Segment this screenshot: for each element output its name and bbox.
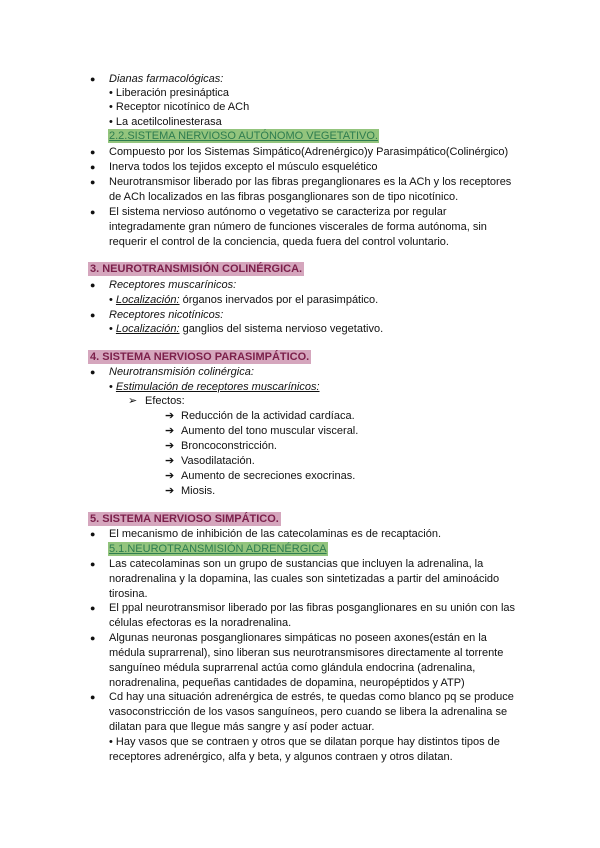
list-item-cont: • Hay vasos que se contraen y otros que se dilatan porque hay distintos tipos de: [109, 736, 500, 748]
bullet: ●: [90, 559, 96, 569]
bullet: ●: [90, 603, 96, 613]
section-heading: 3. NEUROTRANSMISIÓN COLINÉRGICA.: [90, 263, 303, 275]
arrow-icon: ➔: [165, 440, 175, 452]
bullet: ●: [90, 633, 96, 643]
list-item: • Localización: órganos inervados por el parasimpático.: [109, 294, 379, 306]
list-item: • Receptor nicotínico de ACh: [109, 101, 250, 113]
list-item: El ppal neurotransmisor liberado por las fibras posganglionares en su unión con las: [109, 602, 516, 614]
bullet: ●: [90, 367, 96, 377]
list-item-cont: sanguíneo médula suprarrenal actúa como glándula endocrina (adrenalina,: [109, 662, 476, 674]
list-item: • Estimulación de receptores muscarínicos:: [109, 381, 320, 393]
effect-item: Aumento de secreciones exocrinas.: [181, 470, 356, 482]
list-item: Cd hay una situación adrenérgica de estrés, te quedas como blanco pq se produce: [109, 691, 514, 703]
bullet: ●: [90, 162, 96, 172]
list-item-cont: vasoconstricción de los vasos sanguíneos, pero cuando se libera la adrenalina se: [109, 706, 508, 718]
list-title: Receptores muscarínicos:: [109, 279, 237, 291]
list-item-cont: integradamente gran número de funciones viscerales de forma autónoma, sin: [109, 221, 487, 233]
list-item-cont: dilatan para que llegue más sangre y así poder actuar.: [109, 721, 375, 733]
list-title: Dianas farmacológicas:: [109, 73, 224, 85]
effect-item: Reducción de la actividad cardíaca.: [181, 410, 355, 422]
effect-item: Miosis.: [181, 485, 216, 497]
list-item: Neurotransmisor liberado por las fibras preganglionares es la ACh y los receptores: [109, 176, 512, 188]
bullet: ●: [90, 280, 96, 290]
list-item-cont: de ACh localizados en las fibras posganglionares son de tipo nicotínico.: [109, 191, 459, 203]
bullet: ●: [90, 310, 96, 320]
list-item: Compuesto por los Sistemas Simpático(Adrenérgico)y Parasimpático(Colinérgico): [109, 146, 509, 158]
list-item-cont: receptores adrenérgico, alfa y beta, y algunos contraen y otros dilatan.: [109, 751, 453, 763]
list-item-cont: noradrenalina y la dopamina, las cuales son sintetizadas a partir del aminoácido: [109, 573, 500, 585]
subsection-heading: 2.2.SISTEMA NERVIOSO AUTÓNOMO VEGETATIVO.: [109, 130, 378, 142]
bullet: ●: [90, 207, 96, 217]
list-item: Inerva todos los tejidos excepto el músculo esquelético: [109, 161, 378, 173]
list-item: • Localización: ganglios del sistema nervioso vegetativo.: [109, 323, 384, 335]
list-item: El mecanismo de inhibición de las catecolaminas es de recaptación.: [109, 528, 442, 540]
list-item-cont: médula suprarrenal), sino liberan sus neurotransmisores directamente al torrente: [109, 647, 504, 659]
arrow-icon: ➔: [165, 485, 175, 497]
bullet: ●: [90, 147, 96, 157]
marker-icon: ➢: [128, 395, 138, 407]
effect-item: Vasodilatación.: [181, 455, 255, 467]
list-title: Receptores nicotínicos:: [109, 309, 224, 321]
list-title: Neurotransmisión colinérgica:: [109, 366, 254, 378]
list-item: El sistema nervioso autónomo o vegetativo se caracteriza por regular: [109, 206, 447, 218]
subsection-heading: 5.1.NEUROTRANSMISIÓN ADRENÉRGICA: [109, 543, 327, 555]
bullet: ●: [90, 529, 96, 539]
section-heading: 4. SISTEMA NERVIOSO PARASIMPÁTICO.: [90, 351, 310, 363]
effect-item: Broncoconstricción.: [181, 440, 277, 452]
list-item-cont: noradrenalina, pequeñas cantidades de dopamina, neuropéptidos y ATP): [109, 677, 465, 689]
list-item: • Liberación presináptica: [109, 87, 230, 99]
list-item-cont: requerir el control de la conciencia, queda fuera del control voluntario.: [109, 236, 449, 248]
list-item: Efectos:: [145, 395, 185, 407]
bullet: ●: [90, 692, 96, 702]
arrow-icon: ➔: [165, 425, 175, 437]
arrow-icon: ➔: [165, 410, 175, 422]
list-item-cont: tirosina.: [109, 588, 148, 600]
bullet: ●: [90, 74, 96, 84]
list-item: Algunas neuronas posganglionares simpáticas no poseen axones(están en la: [109, 632, 487, 644]
bullet: ●: [90, 177, 96, 187]
list-item: • La acetilcolinesterasa: [109, 116, 222, 128]
section-heading: 5. SISTEMA NERVIOSO SIMPÁTICO.: [90, 513, 279, 525]
list-item: Las catecolaminas son un grupo de sustancias que incluyen la adrenalina, la: [109, 558, 484, 570]
effect-item: Aumento del tono muscular visceral.: [181, 425, 359, 437]
list-item-cont: células efectoras es la noradrenalina.: [109, 617, 292, 629]
arrow-icon: ➔: [165, 470, 175, 482]
arrow-icon: ➔: [165, 455, 175, 467]
